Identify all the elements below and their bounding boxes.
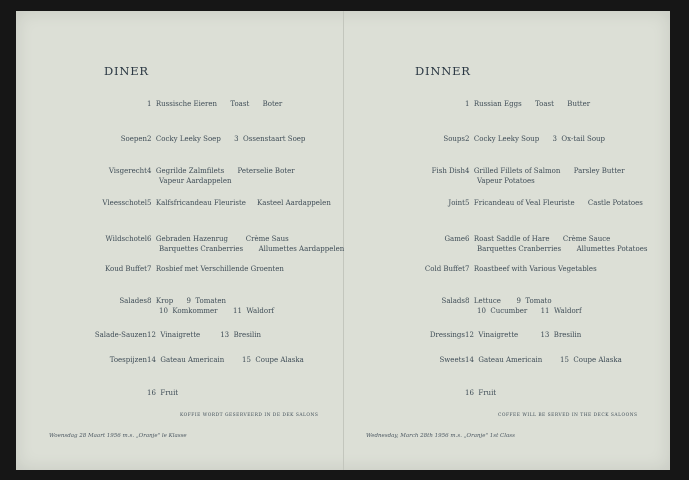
- course-items: [465, 265, 597, 275]
- course-category: Sweets: [439, 356, 465, 364]
- course-category: Wildschotel: [105, 235, 147, 243]
- course-items: [147, 389, 178, 399]
- menu-title: DINER: [104, 64, 149, 78]
- course-items: [147, 167, 295, 186]
- course-items: [147, 135, 305, 145]
- course-items: [147, 331, 261, 341]
- course-category: Salads: [441, 297, 465, 305]
- dish-line: 7 Roastbeef with Various Vegetables: [465, 265, 597, 273]
- dish-line: 16 Fruit: [147, 389, 179, 397]
- coffee-note: KOFFIE WORDT GESERVEERD IN DE DEK SALONS: [180, 413, 319, 418]
- dish-line: Vapeur Potatoes: [477, 176, 535, 185]
- menu-footer: Woensdag 28 Maart 1956 m.s. „Oranje" le Klasse: [49, 433, 187, 439]
- english-menu-panel: [344, 11, 670, 470]
- course-category: Dressings: [429, 331, 465, 339]
- dish-line: Barquettes Cranberries Allumettes Aardappelen: [159, 244, 345, 253]
- course-items: [147, 100, 282, 110]
- course-category: Vleesschotel: [102, 199, 147, 207]
- dish-line: 8 Krop 9 Tomaten: [147, 297, 227, 305]
- course-items: [465, 167, 625, 186]
- dish-line: 14 Gateau Americain 15 Coupe Alaska: [465, 356, 622, 364]
- menu-footer: Wednesday, March 28th 1956 m.s. „Oranje" 1st Class: [366, 433, 515, 439]
- course-items: [147, 356, 304, 366]
- course-category: Fish Dish: [431, 167, 465, 175]
- course-items: [147, 199, 331, 209]
- course-category: Game: [444, 235, 465, 243]
- course-category: Soepen: [120, 135, 147, 143]
- course-items: [465, 135, 605, 145]
- dish-line: 6 Gebraden Hazenrug Crème Saus: [147, 235, 289, 243]
- course-items: [465, 331, 581, 341]
- dish-line: 8 Lettuce 9 Tomato: [465, 297, 552, 305]
- dish-line: 7 Rosbief met Verschillende Groenten: [147, 265, 284, 273]
- course-category: Salade-Sauzen: [94, 331, 147, 339]
- course-items: [465, 199, 643, 209]
- course-items: [465, 235, 647, 254]
- dish-line: 14 Gateau Americain 15 Coupe Alaska: [147, 356, 304, 364]
- dish-line: 12 Vinaigrette 13 Bresilin: [465, 331, 582, 339]
- course-category: Koud Buffet: [104, 265, 147, 273]
- dish-line: 6 Roast Saddle of Hare Crème Sauce: [465, 235, 611, 243]
- course-items: [465, 297, 582, 316]
- dish-line: 16 Fruit: [465, 389, 497, 397]
- dish-line: 5 Kalfsfricandeau Fleuriste Kasteel Aardappelen: [147, 199, 331, 207]
- coffee-note: COFFEE WILL BE SERVED IN THE DECK SALOONS: [498, 413, 638, 418]
- course-category: Visgerecht: [108, 167, 147, 175]
- course-items: [147, 265, 284, 275]
- course-items: [465, 389, 496, 399]
- dutch-menu-panel: [16, 11, 343, 470]
- dish-line: 4 Gegrilde Zalmfilets Peterselie Boter: [147, 167, 295, 175]
- dish-line: 2 Cocky Leeky Soup 3 Ox-tail Soup: [465, 135, 606, 143]
- dish-line: 1 Russische Eieren Toast Boter: [147, 100, 283, 108]
- course-items: [147, 297, 274, 316]
- course-items: [465, 356, 622, 366]
- course-category: Joint: [448, 199, 465, 207]
- dish-line: Barquettes Cranberries Allumettes Potatoes: [477, 244, 648, 253]
- dish-line: 2 Cocky Leeky Soep 3 Ossenstaart Soep: [147, 135, 306, 143]
- dish-line: 12 Vinaigrette 13 Bresilin: [147, 331, 262, 339]
- course-category: Cold Buffet: [424, 265, 465, 273]
- dish-line: 10 Komkommer 11 Waldorf: [159, 306, 275, 315]
- course-category: Soups: [443, 135, 465, 143]
- dish-line: 1 Russian Eggs Toast Butter: [465, 100, 591, 108]
- dish-line: 4 Grilled Fillets of Salmon Parsley Butter: [465, 167, 625, 175]
- dish-line: Vapeur Aardappelen: [159, 176, 232, 185]
- dish-line: 10 Cucumber 11 Waldorf: [477, 306, 582, 315]
- menu-title: DINNER: [415, 64, 471, 78]
- dish-line: 5 Fricandeau of Veal Fleuriste Castle Potatoes: [465, 199, 643, 207]
- course-items: [465, 100, 590, 110]
- course-category: Toespijzen: [109, 356, 147, 364]
- course-category: Salades: [119, 297, 147, 305]
